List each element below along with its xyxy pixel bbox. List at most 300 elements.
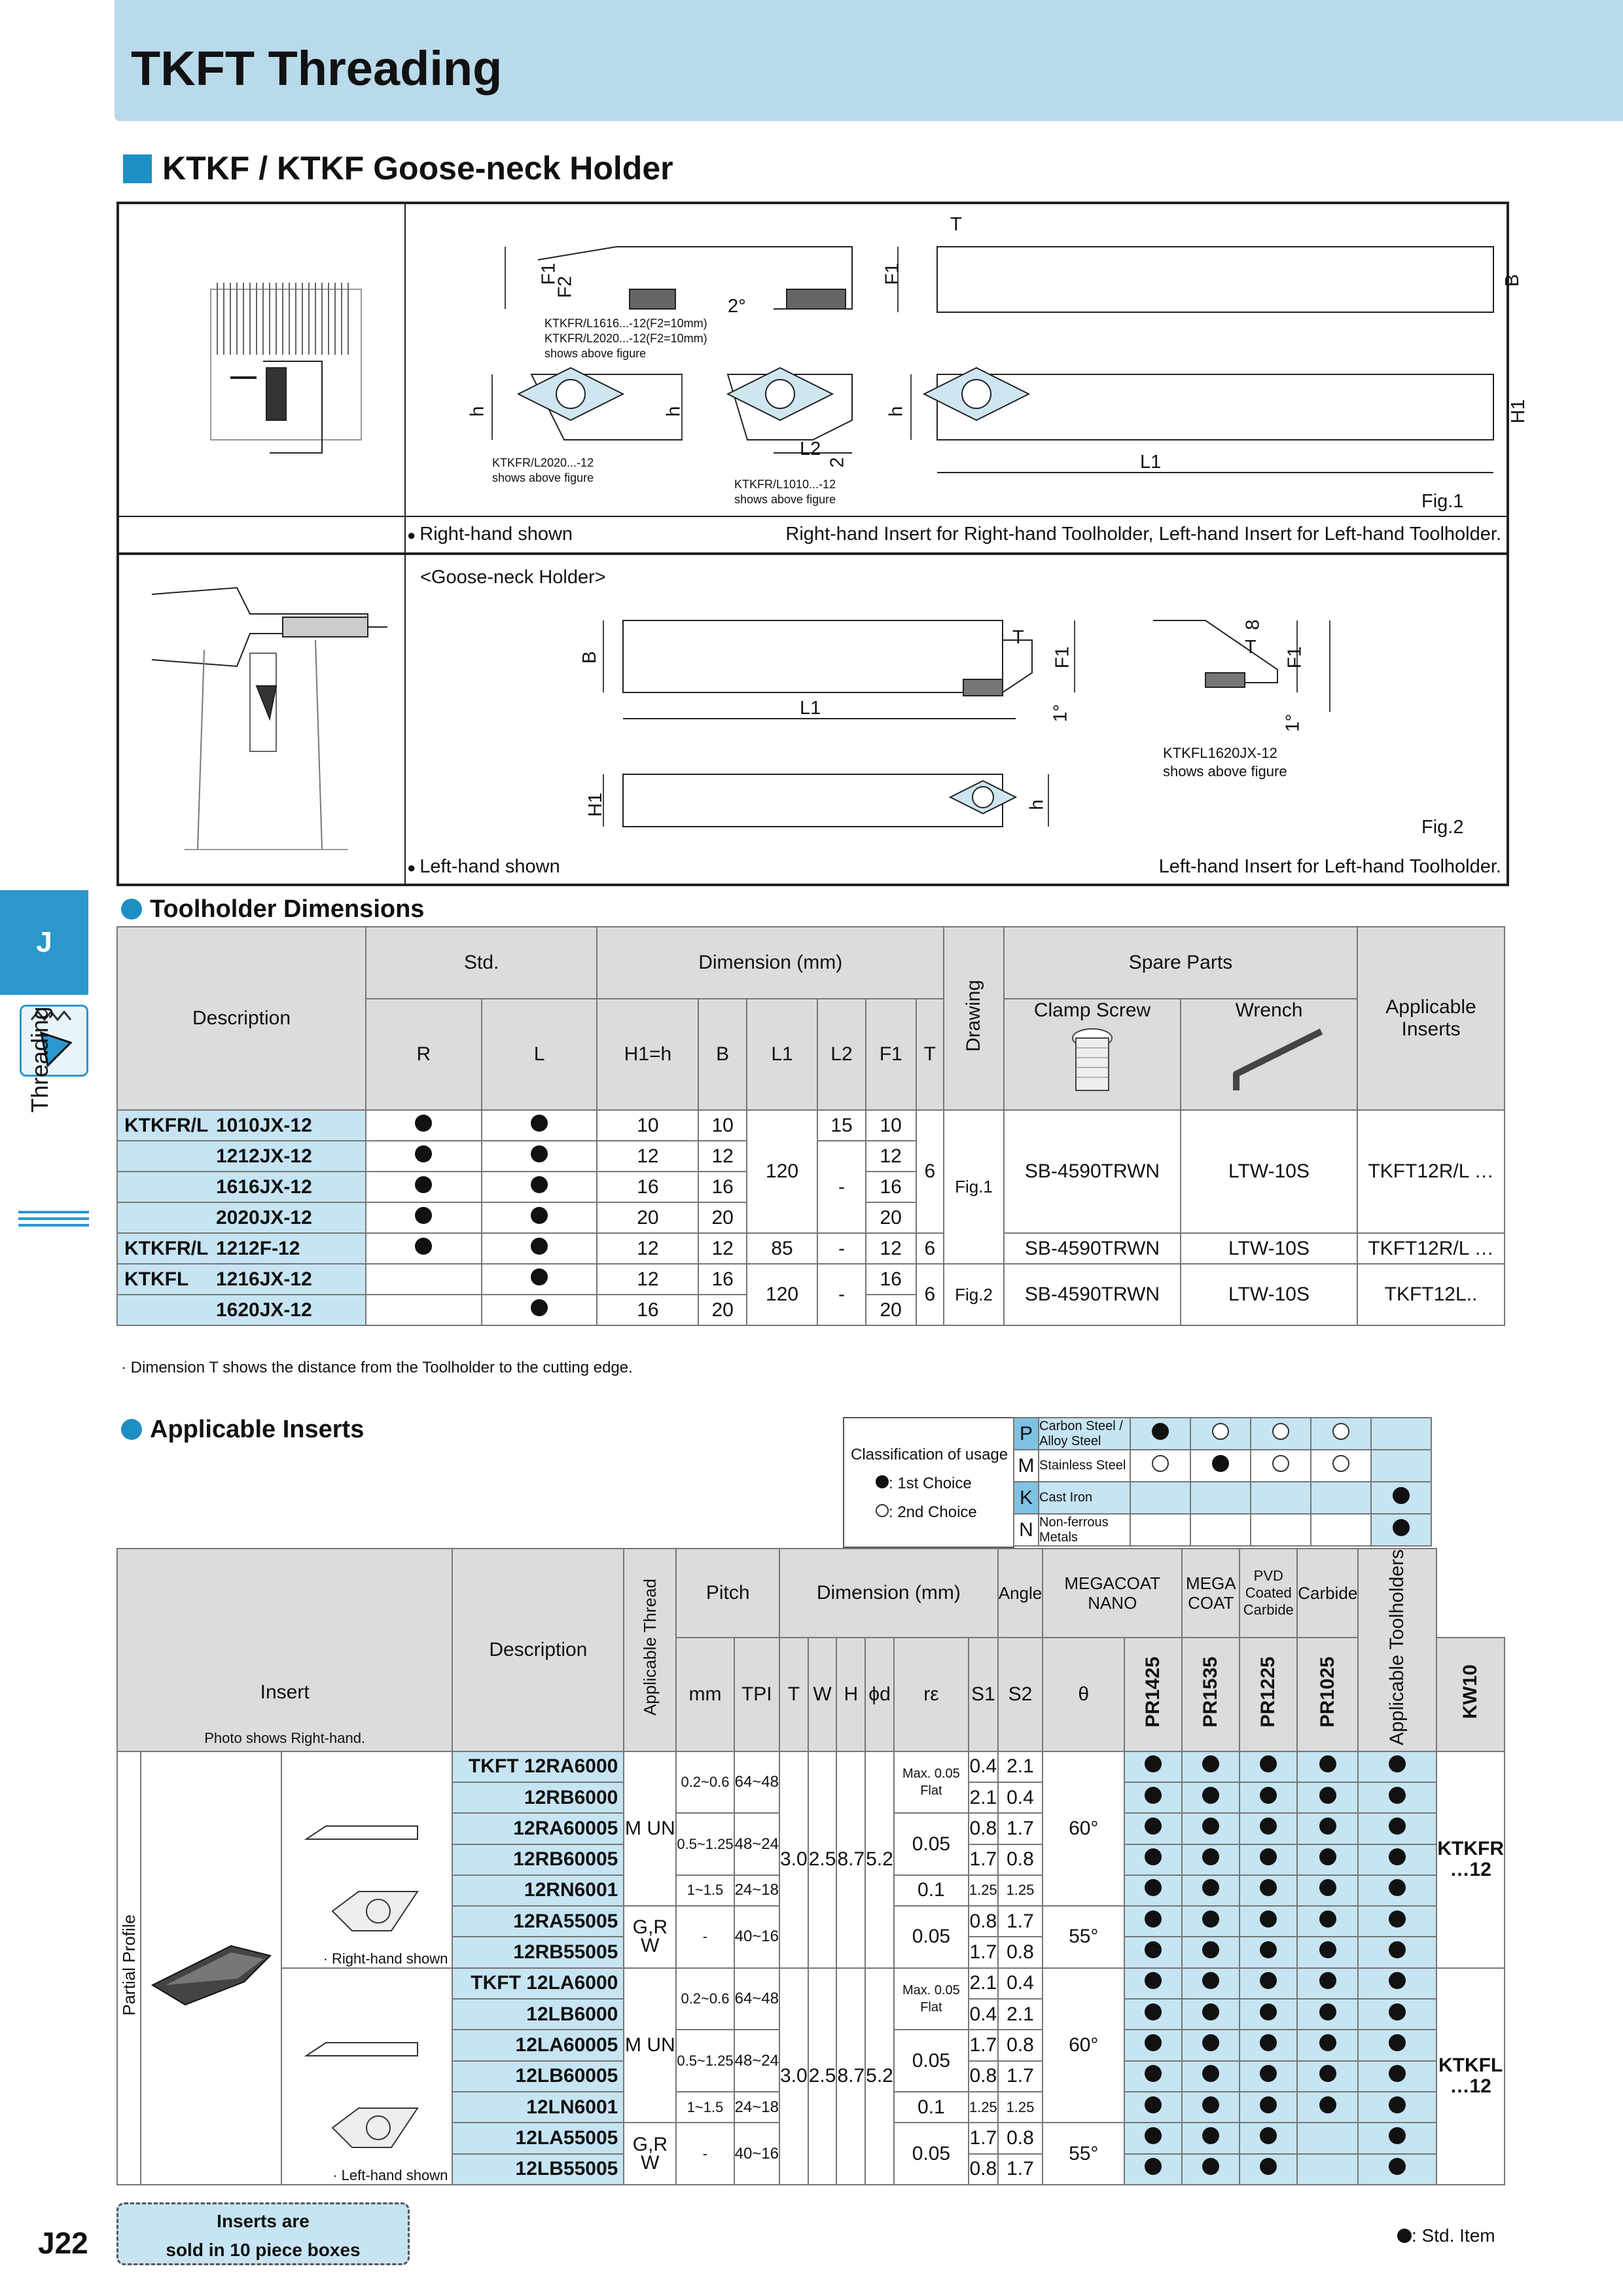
filled-dot-icon xyxy=(1145,1818,1162,1835)
dim-h: h xyxy=(467,406,488,417)
s1-value: 1.25 xyxy=(969,1875,998,1906)
grade-availability xyxy=(1240,1968,1297,1999)
th-drawing-text: Drawing xyxy=(963,979,984,1052)
re-value: Max. 0.05 Flat xyxy=(894,1968,969,2030)
dim-l2: L2 xyxy=(800,439,821,459)
dim-f1: F1 xyxy=(538,262,560,285)
classification-mark xyxy=(1311,1514,1371,1546)
grade-availability xyxy=(1182,1844,1240,1875)
filled-dot-icon xyxy=(1389,1848,1406,1865)
b-value: 12 xyxy=(698,1233,747,1264)
classification-name: Carbon Steel / Alloy Steel xyxy=(1039,1418,1130,1450)
fig1-note: shows above figure xyxy=(734,493,836,506)
grade-availability xyxy=(1240,1751,1297,1782)
t-value: 6 xyxy=(916,1264,944,1325)
classification-box xyxy=(843,1417,1014,1548)
dim-w: 2.5 xyxy=(808,1751,837,1968)
s1-value: 0.4 xyxy=(969,1999,998,2030)
toolholder-row xyxy=(117,1264,1505,1295)
classification-key: P xyxy=(1014,1418,1039,1450)
classification-row xyxy=(1014,1450,1431,1482)
filled-dot-icon xyxy=(531,1115,548,1132)
section-square-icon xyxy=(123,154,152,183)
pitch-mm: 0.2~0.6 xyxy=(676,1751,734,1814)
grade-availability xyxy=(1358,2123,1436,2153)
filled-dot-icon xyxy=(1260,1910,1277,1928)
filled-dot-icon xyxy=(1202,1910,1219,1928)
footer-note-line: sold in 10 piece boxes xyxy=(166,2240,361,2260)
grade-availability xyxy=(1297,1782,1358,1813)
grade-availability xyxy=(1124,2061,1182,2092)
th-sub-7: S1 xyxy=(969,1638,998,1751)
side-tab-word: Threading xyxy=(26,1006,53,1113)
b-value: 10 xyxy=(698,1110,747,1141)
filled-dot-icon xyxy=(1202,2065,1219,2082)
std-l xyxy=(482,1172,597,1202)
grade-availability xyxy=(1297,1937,1358,1967)
th-l: L xyxy=(482,999,597,1110)
fig1-note: shows above figure xyxy=(544,347,647,360)
toolholder-row xyxy=(117,1110,1505,1141)
grade-availability xyxy=(1297,2154,1358,2185)
grade-availability xyxy=(1297,1813,1358,1844)
filled-dot-icon xyxy=(1152,1423,1169,1440)
classification-mark xyxy=(1130,1482,1190,1514)
th-description: Description xyxy=(452,1549,624,1751)
filled-dot-icon xyxy=(1389,2034,1406,2051)
grade-availability xyxy=(1358,1813,1436,1844)
filled-dot-icon xyxy=(1260,1848,1277,1865)
b-value: 20 xyxy=(698,1295,747,1325)
grade-availability xyxy=(1358,2030,1436,2060)
dim-h1: H1 xyxy=(585,792,607,817)
filled-dot-icon xyxy=(1389,1879,1406,1896)
grade-availability xyxy=(1182,2030,1240,2060)
insert-description: 12LN6001 xyxy=(452,2092,624,2123)
filled-dot-icon xyxy=(1202,2096,1219,2113)
h1-value: 12 xyxy=(597,1141,698,1172)
inserts-rows xyxy=(117,1751,1505,2185)
toolholder-desc xyxy=(117,1202,366,1233)
b-value: 20 xyxy=(698,1202,747,1233)
s1-value: 0.8 xyxy=(969,1813,998,1844)
filled-dot-icon xyxy=(1260,1755,1277,1772)
filled-dot-icon xyxy=(1202,2003,1219,2020)
classification-mark xyxy=(1371,1450,1431,1482)
page-number: J22 xyxy=(38,2226,88,2260)
filled-dot-icon xyxy=(1389,2096,1406,2113)
l2-value: 15 xyxy=(817,1110,866,1141)
grade-availability xyxy=(1358,1937,1436,1967)
grade-availability xyxy=(1240,1782,1297,1813)
th-grade xyxy=(1436,1638,1505,1751)
re-value: Max. 0.05 Flat xyxy=(894,1751,969,1814)
clamp-screw-icon xyxy=(1066,1022,1118,1094)
grade-availability xyxy=(1297,1999,1358,2030)
grade-availability xyxy=(1124,2154,1182,2185)
filled-dot-icon xyxy=(1389,2127,1406,2144)
std-l xyxy=(482,1141,597,1172)
dim-w: 2.5 xyxy=(808,1968,837,2185)
classification-name: Cast Iron xyxy=(1039,1482,1130,1514)
filled-dot-icon xyxy=(1202,1818,1219,1835)
angle-value: 60° xyxy=(1043,1751,1124,1906)
fig1-pair-note: Right-hand Insert for Right-hand Toolholder, Left-hand Insert for Left-hand Toolholder. xyxy=(785,524,1501,545)
grade-availability xyxy=(1297,1906,1358,1937)
toolholder-code: 1616JX-12 xyxy=(216,1175,312,1198)
s2-value: 0.8 xyxy=(998,1937,1043,1967)
toolholder-code: 1010JX-12 xyxy=(216,1114,312,1136)
l1-value: 120 xyxy=(747,1110,817,1233)
grade-availability xyxy=(1240,2123,1297,2153)
filled-dot-icon xyxy=(1260,2065,1277,2082)
dim-angle-2: 2° xyxy=(728,296,746,317)
th-photo-note: Photo shows Right-hand. xyxy=(204,1729,366,1746)
side-rule xyxy=(18,1211,89,1213)
std-r xyxy=(366,1202,482,1233)
open-dot-icon xyxy=(1332,1423,1349,1440)
toolholder-rows xyxy=(117,1110,1505,1325)
th-spare: Spare Parts xyxy=(1004,927,1357,999)
classification-row xyxy=(1014,1482,1431,1514)
applicable-holder: KTKFR …12 xyxy=(1436,1751,1505,1968)
dim-t: T xyxy=(1245,637,1257,658)
toolholder-table xyxy=(116,926,1505,1326)
th-wrench xyxy=(1181,999,1357,1110)
insert-description: 12RB6000 xyxy=(452,1782,624,1813)
grade-availability xyxy=(1124,2123,1182,2153)
toolholder-code: 1216JX-12 xyxy=(216,1268,312,1290)
clamp-screw: SB-4590TRWN xyxy=(1004,1110,1181,1233)
th-std: Std. xyxy=(366,927,597,999)
classification-label: Classification of usage xyxy=(851,1446,1008,1463)
goose-neck-heading: <Goose-neck Holder> xyxy=(420,567,606,588)
classification-mark xyxy=(1190,1418,1251,1450)
std-l xyxy=(482,1295,597,1325)
thread-type: M UN xyxy=(624,1968,676,2123)
fig2-note: KTKFL1620JX-12 xyxy=(1163,745,1277,761)
filled-dot-icon xyxy=(415,1176,432,1193)
grade-availability xyxy=(1182,2123,1240,2153)
std-r xyxy=(366,1295,482,1325)
t-value: 6 xyxy=(916,1110,944,1233)
filled-dot-icon xyxy=(1393,1519,1410,1536)
inserts-table xyxy=(116,1548,1505,2185)
fig1-note: KTKFR/L1616...-12(F2=10mm) xyxy=(544,317,707,330)
dim-l1: L1 xyxy=(800,698,821,719)
side-rule xyxy=(18,1217,89,1220)
classification-mark xyxy=(1371,1482,1431,1514)
grade-availability xyxy=(1358,1751,1436,1782)
toolholder-code: 2020JX-12 xyxy=(216,1206,312,1229)
dim-h1: H1 xyxy=(1508,399,1529,424)
classification-mark xyxy=(1371,1514,1431,1546)
angle-value: 55° xyxy=(1043,1906,1124,1968)
filled-dot-icon xyxy=(1145,2034,1162,2051)
filled-dot-icon xyxy=(1389,1972,1406,1989)
side-rule xyxy=(18,1224,89,1227)
filled-dot-icon xyxy=(1260,2127,1277,2144)
filled-dot-icon xyxy=(1260,2158,1277,2175)
thread-type: M UN xyxy=(624,1751,676,1906)
filled-dot-icon xyxy=(1389,1910,1406,1928)
re-value: 0.1 xyxy=(894,1875,969,1906)
dim-8: 8 xyxy=(1242,619,1264,630)
th-clamp-text: Clamp Screw xyxy=(1033,999,1151,1021)
filled-dot-icon xyxy=(1145,1941,1162,1958)
inserts-heading: Applicable Inserts xyxy=(121,1416,364,1444)
th-f1: F1 xyxy=(866,999,916,1110)
filled-dot-icon xyxy=(1145,1972,1162,1989)
th-description: Description xyxy=(117,927,366,1110)
filled-dot-icon xyxy=(1202,1972,1219,1989)
pitch-mm: 0.2~0.6 xyxy=(676,1968,734,2030)
filled-dot-icon xyxy=(1260,1818,1277,1835)
filled-dot-icon xyxy=(1319,2003,1336,2020)
std-l xyxy=(482,1202,597,1233)
toolholder-desc xyxy=(117,1110,366,1141)
re-value: 0.05 xyxy=(894,2030,969,2092)
classification-name: Stainless Steel xyxy=(1039,1450,1130,1482)
tpi: 40~16 xyxy=(734,2123,779,2185)
th-pvd: PVD Coated Carbide xyxy=(1240,1549,1297,1638)
grade-availability xyxy=(1182,2061,1240,2092)
th-sub-2: T xyxy=(779,1638,808,1751)
grade-availability xyxy=(1182,1782,1240,1813)
grade-availability xyxy=(1297,2030,1358,2060)
dim-t: T xyxy=(1012,627,1024,648)
open-dot-icon xyxy=(1272,1423,1289,1440)
grade-availability xyxy=(1182,1999,1240,2030)
classification-mark xyxy=(1311,1450,1371,1482)
h1-value: 12 xyxy=(597,1233,698,1264)
wrench: LTW-10S xyxy=(1181,1110,1357,1233)
std-l xyxy=(482,1233,597,1264)
open-dot-icon xyxy=(1212,1423,1229,1440)
grade-availability xyxy=(1240,2061,1297,2092)
toolholder-desc xyxy=(117,1172,366,1202)
b-value: 16 xyxy=(698,1264,747,1295)
open-dot-icon xyxy=(1152,1455,1169,1472)
wrench: LTW-10S xyxy=(1181,1233,1357,1264)
grade-availability xyxy=(1297,2092,1358,2123)
pitch-mm: - xyxy=(676,2123,734,2185)
figure-1-panel xyxy=(116,202,1529,555)
wrench: LTW-10S xyxy=(1181,1264,1357,1325)
f1-value: 12 xyxy=(866,1233,916,1264)
grade-availability xyxy=(1297,1751,1358,1782)
dim-f1: F1 xyxy=(1284,646,1306,669)
insert-description: 12RB55005 xyxy=(452,1937,624,1967)
page-title: TKFT Threading xyxy=(131,41,503,96)
grade-name: KW10 xyxy=(1459,1664,1482,1719)
grade-availability xyxy=(1124,1813,1182,1844)
classification-mark xyxy=(1251,1482,1311,1514)
dim-f2: F2 xyxy=(554,276,576,298)
applicable-holder: KTKFL …12 xyxy=(1436,1968,1505,2185)
grade-availability xyxy=(1358,2092,1436,2123)
f1-value: 16 xyxy=(866,1172,916,1202)
s1-value: 2.1 xyxy=(969,1968,998,1999)
th-drawing xyxy=(944,927,1004,1110)
filled-dot-icon xyxy=(1319,1848,1336,1865)
tpi: 24~18 xyxy=(734,2092,779,2123)
h1-value: 20 xyxy=(597,1202,698,1233)
h1-value: 16 xyxy=(597,1172,698,1202)
fig2-note: shows above figure xyxy=(1163,763,1287,780)
tpi: 64~48 xyxy=(734,1751,779,1814)
std-r xyxy=(366,1233,482,1264)
fig2-pair-note: Left-hand Insert for Left-hand Toolholder. xyxy=(1158,856,1501,877)
toolholder-code: 1212JX-12 xyxy=(216,1145,312,1167)
grade-availability xyxy=(1124,1875,1182,1906)
classification-mark xyxy=(1251,1418,1311,1450)
angle-value: 60° xyxy=(1043,1968,1124,2123)
th-applicable-holders xyxy=(1358,1549,1436,1751)
filled-dot-icon xyxy=(1389,2003,1406,2020)
insert-description: 12LB60005 xyxy=(452,2061,624,2092)
f1-value: 20 xyxy=(866,1295,916,1325)
dim-t: 3.0 xyxy=(779,1968,808,2185)
insert-description: 12RA60005 xyxy=(452,1813,624,1844)
grade-name: PR1425 xyxy=(1142,1656,1164,1728)
dim-f1: F1 xyxy=(1052,646,1073,669)
pitch-mm: - xyxy=(676,1906,734,1968)
grade-availability xyxy=(1240,2030,1297,2060)
insert-description: 12LB55005 xyxy=(452,2154,624,2185)
filled-dot-icon xyxy=(1319,2034,1336,2051)
fig1-note: KTKFR/L2020...-12 xyxy=(492,456,594,469)
section-heading-text: KTKF / KTKF Goose-neck Holder xyxy=(162,150,673,187)
classification-row xyxy=(1014,1514,1431,1546)
s1-value: 1.7 xyxy=(969,1844,998,1875)
s2-value: 2.1 xyxy=(998,1751,1043,1782)
pitch-mm: 0.5~1.25 xyxy=(676,1813,734,1875)
filled-dot-icon xyxy=(1319,1879,1336,1896)
insert-row xyxy=(117,1968,1505,1999)
std-r xyxy=(366,1141,482,1172)
std-r xyxy=(366,1110,482,1141)
grade-availability xyxy=(1240,2092,1297,2123)
filled-dot-icon xyxy=(1260,1879,1277,1896)
s2-value: 0.4 xyxy=(998,1782,1043,1813)
h1-value: 16 xyxy=(597,1295,698,1325)
filled-dot-icon xyxy=(1260,2034,1277,2051)
applicable-inserts: TKFT12R/L … xyxy=(1357,1233,1505,1264)
tpi: 48~24 xyxy=(734,1813,779,1875)
std-legend-text: : Std. Item xyxy=(1412,2225,1495,2246)
s2-value: 1.7 xyxy=(998,1813,1043,1844)
fig1-note: KTKFR/L2020...-12(F2=10mm) xyxy=(544,332,707,345)
grade-availability xyxy=(1240,2154,1297,2185)
l1-value: 85 xyxy=(747,1233,817,1264)
classification-rows xyxy=(1014,1418,1431,1546)
filled-dot-icon xyxy=(1202,2158,1219,2175)
toolholder-prefix: KTKFL xyxy=(124,1268,189,1290)
classification-mark xyxy=(1190,1482,1251,1514)
filled-dot-icon xyxy=(1389,1941,1406,1958)
s2-value: 0.8 xyxy=(998,2123,1043,2153)
grade-availability xyxy=(1182,1937,1240,1967)
th-carbide: Carbide xyxy=(1297,1549,1358,1638)
filled-dot-icon xyxy=(1145,2127,1162,2144)
classification-mark xyxy=(1190,1514,1251,1546)
filled-dot-icon xyxy=(1389,2158,1406,2175)
classification-mark xyxy=(1130,1418,1190,1450)
l2-value: - xyxy=(817,1141,866,1233)
fig1-note: KTKFR/L1010...-12 xyxy=(734,478,836,491)
filled-dot-icon xyxy=(1145,1848,1162,1865)
dim-h: 8.7 xyxy=(836,1751,865,1968)
insert-description: 12RN6001 xyxy=(452,1875,624,1906)
th-sub-0: mm xyxy=(676,1638,734,1751)
th-applicable-holders-text: Applicable Toolholders xyxy=(1386,1549,1408,1746)
pitch-mm: 0.5~1.25 xyxy=(676,2030,734,2092)
filled-dot-icon xyxy=(531,1176,548,1193)
filled-dot-icon xyxy=(1145,2096,1162,2113)
s1-value: 1.7 xyxy=(969,2030,998,2060)
s2-value: 1.7 xyxy=(998,2061,1043,2092)
toolholder-prefix: KTKFR/L xyxy=(124,1237,209,1259)
grade-availability xyxy=(1124,2030,1182,2060)
filled-dot-icon xyxy=(1319,1910,1336,1928)
toolholder-desc xyxy=(117,1295,366,1325)
re-value: 0.05 xyxy=(894,2123,969,2185)
grade-availability xyxy=(1240,1937,1297,1967)
th-t: T xyxy=(916,999,944,1110)
grade-availability xyxy=(1182,1751,1240,1782)
wrench-icon xyxy=(1210,1022,1328,1094)
drawing-ref: Fig.2 xyxy=(944,1264,1004,1325)
f1-value: 12 xyxy=(866,1141,916,1172)
h1-value: 12 xyxy=(597,1264,698,1295)
grade-availability xyxy=(1240,1813,1297,1844)
thread-type: G,R W xyxy=(624,2123,676,2185)
filled-dot-icon xyxy=(1319,2065,1336,2082)
tpi: 40~16 xyxy=(734,1906,779,1968)
th-sub-8: S2 xyxy=(998,1638,1043,1751)
filled-dot-icon xyxy=(1145,2065,1162,2082)
fig1-label: Fig.1 xyxy=(1421,491,1464,512)
th-megacoat-nano: MEGACOAT NANO xyxy=(1043,1549,1182,1638)
side-tab-letter: J xyxy=(0,890,88,995)
b-value: 12 xyxy=(698,1141,747,1172)
filled-dot-icon xyxy=(531,1268,548,1285)
std-l xyxy=(482,1264,597,1295)
insert-description: TKFT 12LA6000 xyxy=(452,1968,624,1999)
classification-mark xyxy=(1130,1450,1190,1482)
fig1-hand-note: ● Right-hand shown xyxy=(407,524,573,545)
s1-value: 1.25 xyxy=(969,2092,998,2123)
std-l xyxy=(482,1110,597,1141)
dim-b: B xyxy=(579,651,601,664)
clamp-screw: SB-4590TRWN xyxy=(1004,1264,1181,1325)
grade-availability xyxy=(1358,1875,1436,1906)
classification-mark xyxy=(1311,1482,1371,1514)
footer-note-box xyxy=(116,2202,410,2265)
filled-dot-icon xyxy=(1145,1879,1162,1896)
filled-dot-icon xyxy=(1260,2003,1277,2020)
grade-availability xyxy=(1124,1906,1182,1937)
th-thread-text: Applicable Thread xyxy=(639,1579,660,1716)
filled-dot-icon xyxy=(531,1207,548,1224)
dim-b: B xyxy=(1502,274,1524,287)
first-choice-legend xyxy=(876,1475,972,1493)
grade-availability xyxy=(1240,1844,1297,1875)
dim-h: h xyxy=(663,406,685,417)
grade-availability xyxy=(1358,2154,1436,2185)
s2-value: 1.25 xyxy=(998,1875,1043,1906)
